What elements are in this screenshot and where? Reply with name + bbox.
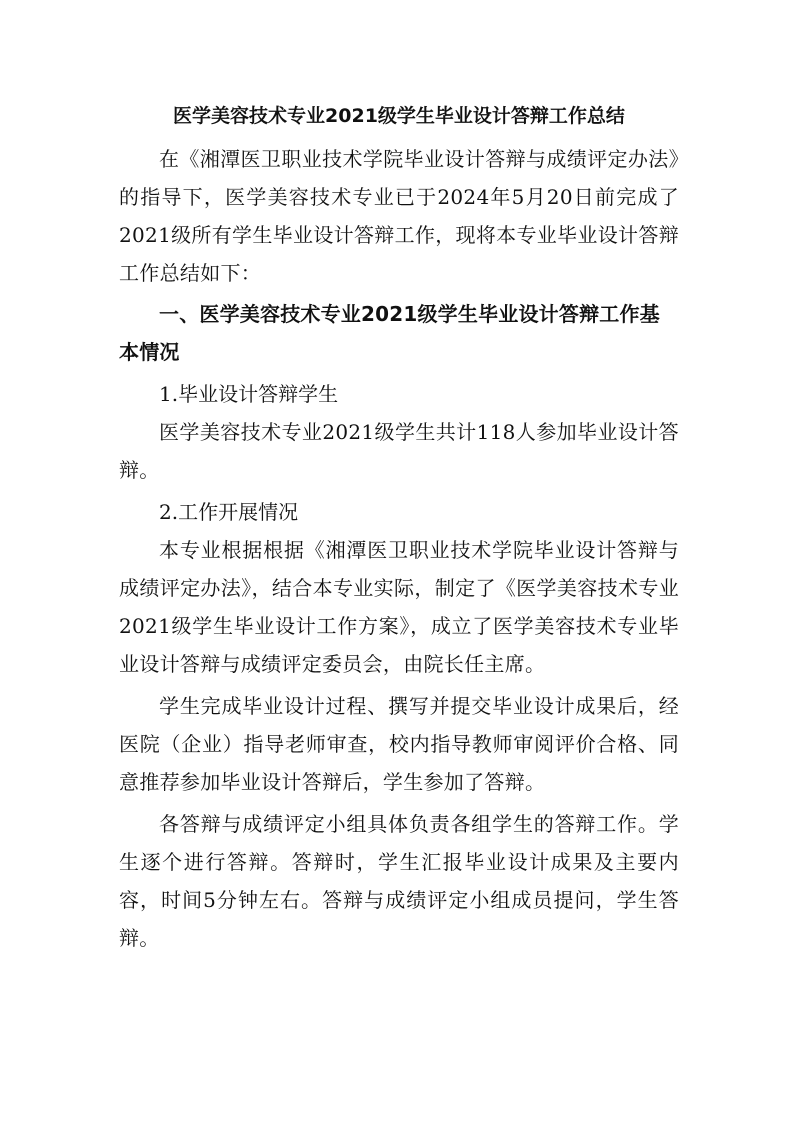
document-page bbox=[119, 96, 679, 957]
subsection-heading-2: 2.工作开展情况 bbox=[159, 500, 299, 524]
body-paragraph: 各答辩与成绩评定小组具体负责各组学生的答辩工作。学生逐个进行答辩。答辩时，学生汇报毕业设计成果及主要内容，时间5分钟左右。答辩与成绩评定小组成员提问，学生答辩。 bbox=[119, 812, 679, 950]
body-paragraph: 学生完成毕业设计过程、撰写并提交毕业设计成果后，经医院（企业）指导老师审查，校内指导教师审阅评价合格、同意推荐参加毕业设计答辩后，学生参加了答辩。 bbox=[119, 694, 679, 794]
document-title: 医学美容技术专业2021级学生毕业设计答辩工作总结 bbox=[173, 105, 625, 127]
subsection-body-1: 医学美容技术专业2021级学生共计118人参加毕业设计答辩。 bbox=[119, 420, 679, 482]
intro-paragraph: 在《湘潭医卫职业技术学院毕业设计答辩与成绩评定办法》的指导下，医学美容技术专业已于2024年5月20日前完成了2021级所有学生毕业设计答辩工作，现将本专业毕业设计答辩工作总结如下： bbox=[119, 147, 679, 285]
subsection-heading-1: 1.毕业设计答辩学生 bbox=[159, 382, 339, 406]
section-heading: 一、医学美容技术专业2021级学生毕业设计答辩工作基本情况 bbox=[119, 302, 660, 364]
body-paragraph: 本专业根据根据《湘潭医卫职业技术学院毕业设计答辩与成绩评定办法》，结合本专业实际，制定了《医学美容技术专业2021级学生毕业设计工作方案》，成立了医学美容技术专业毕业设计答辩与成绩评定委员会，由院长任主席。 bbox=[119, 538, 679, 676]
